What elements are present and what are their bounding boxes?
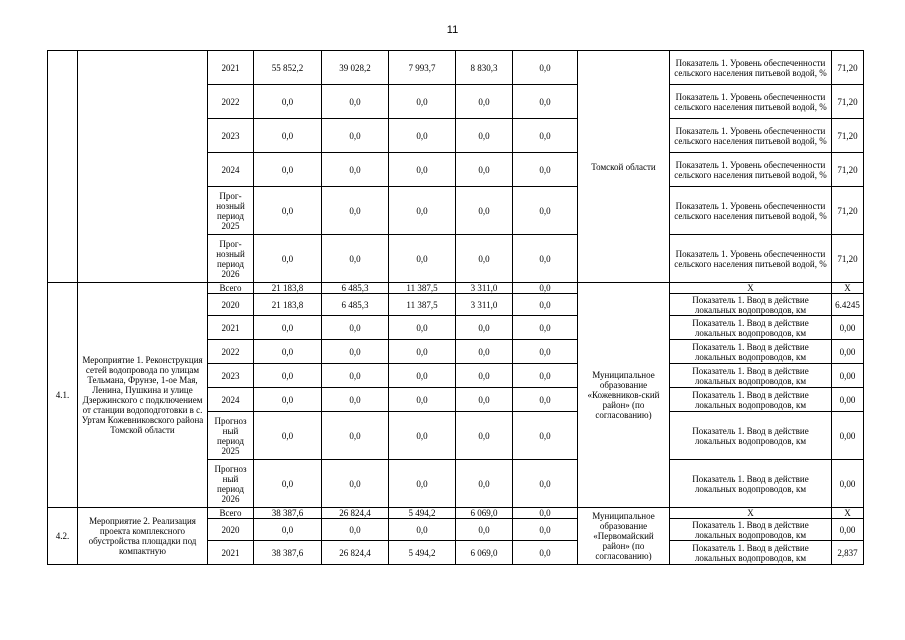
total-cell: 0,0 bbox=[254, 364, 322, 388]
federal-cell: 0,0 bbox=[322, 187, 389, 235]
other-cell: 0,0 bbox=[513, 541, 578, 565]
indicator-value-cell: 0,00 bbox=[832, 460, 864, 508]
federal-cell: 0,0 bbox=[322, 153, 389, 187]
year-cell: 2022 bbox=[208, 85, 254, 119]
federal-cell: 6 485,3 bbox=[322, 283, 389, 294]
indicator-value-cell: 0,00 bbox=[832, 519, 864, 541]
year-cell: 2021 bbox=[208, 541, 254, 565]
total-cell: 0,0 bbox=[254, 412, 322, 460]
year-cell: 2023 bbox=[208, 119, 254, 153]
local-cell: 0,0 bbox=[456, 364, 513, 388]
local-cell: 0,0 bbox=[456, 460, 513, 508]
total-cell: 0,0 bbox=[254, 316, 322, 340]
federal-cell: 0,0 bbox=[322, 85, 389, 119]
item-number: 4.2. bbox=[48, 508, 78, 565]
federal-cell: 0,0 bbox=[322, 364, 389, 388]
indicator-cell: Показатель 1. Ввод в действие локальных водопроводов, км bbox=[670, 412, 832, 460]
other-cell: 0,0 bbox=[513, 364, 578, 388]
regional-cell: 0,0 bbox=[389, 316, 456, 340]
year-cell: Прог-нозный период 2026 bbox=[208, 235, 254, 283]
regional-cell: 0,0 bbox=[389, 85, 456, 119]
other-cell: 0,0 bbox=[513, 187, 578, 235]
total-cell: 38 387,6 bbox=[254, 541, 322, 565]
local-cell: 3 311,0 bbox=[456, 294, 513, 316]
other-cell: 0,0 bbox=[513, 51, 578, 85]
indicator-cell: Показатель 1. Уровень обеспеченности сельского населения питьевой водой, % bbox=[670, 235, 832, 283]
year-cell: Всего bbox=[208, 508, 254, 519]
local-cell: 0,0 bbox=[456, 388, 513, 412]
year-cell: 2024 bbox=[208, 388, 254, 412]
indicator-cell: Показатель 1. Ввод в действие локальных водопроводов, км bbox=[670, 460, 832, 508]
local-cell: 0,0 bbox=[456, 187, 513, 235]
other-cell: 0,0 bbox=[513, 412, 578, 460]
indicator-value-cell: 6.4245 bbox=[832, 294, 864, 316]
indicator-cell: Показатель 1. Ввод в действие локальных водопроводов, км bbox=[670, 388, 832, 412]
other-cell: 0,0 bbox=[513, 508, 578, 519]
local-cell: 6 069,0 bbox=[456, 541, 513, 565]
regional-cell: 11 387,5 bbox=[389, 294, 456, 316]
federal-cell: 26 824,4 bbox=[322, 508, 389, 519]
local-cell: 0,0 bbox=[456, 316, 513, 340]
regional-cell: 7 993,7 bbox=[389, 51, 456, 85]
indicator-cell: X bbox=[670, 508, 832, 519]
block3-row bbox=[48, 508, 864, 519]
program-table bbox=[47, 50, 864, 565]
local-cell: 0,0 bbox=[456, 519, 513, 541]
local-cell: 0,0 bbox=[456, 119, 513, 153]
item-name: Мероприятие 2. Реализация проекта комплексного обустройства площадки под компактную bbox=[78, 508, 208, 565]
indicator-value-cell: 71,20 bbox=[832, 187, 864, 235]
year-cell: 2024 bbox=[208, 153, 254, 187]
federal-cell: 26 824,4 bbox=[322, 541, 389, 565]
regional-cell: 11 387,5 bbox=[389, 283, 456, 294]
item-number-empty bbox=[48, 51, 78, 283]
year-cell: 2020 bbox=[208, 519, 254, 541]
local-cell: 0,0 bbox=[456, 153, 513, 187]
total-cell: 0,0 bbox=[254, 187, 322, 235]
other-cell: 0,0 bbox=[513, 119, 578, 153]
other-cell: 0,0 bbox=[513, 388, 578, 412]
regional-cell: 0,0 bbox=[389, 519, 456, 541]
federal-cell: 6 485,3 bbox=[322, 294, 389, 316]
indicator-cell: Показатель 1. Уровень обеспеченности сельского населения питьевой водой, % bbox=[670, 51, 832, 85]
indicator-cell: Показатель 1. Ввод в действие локальных водопроводов, км bbox=[670, 294, 832, 316]
other-cell: 0,0 bbox=[513, 235, 578, 283]
indicator-cell: Показатель 1. Ввод в действие локальных водопроводов, км bbox=[670, 519, 832, 541]
indicator-cell: Показатель 1. Ввод в действие локальных водопроводов, км bbox=[670, 364, 832, 388]
other-cell: 0,0 bbox=[513, 519, 578, 541]
total-cell: 55 852,2 bbox=[254, 51, 322, 85]
responsible-cell: Томской области bbox=[578, 51, 670, 283]
indicator-value-cell: 71,20 bbox=[832, 235, 864, 283]
indicator-value-cell: 71,20 bbox=[832, 119, 864, 153]
regional-cell: 0,0 bbox=[389, 340, 456, 364]
other-cell: 0,0 bbox=[513, 153, 578, 187]
regional-cell: 0,0 bbox=[389, 412, 456, 460]
federal-cell: 0,0 bbox=[322, 119, 389, 153]
local-cell: 8 830,3 bbox=[456, 51, 513, 85]
federal-cell: 0,0 bbox=[322, 388, 389, 412]
table-body bbox=[48, 51, 864, 565]
total-cell: 0,0 bbox=[254, 388, 322, 412]
indicator-value-cell: 0,00 bbox=[832, 388, 864, 412]
federal-cell: 0,0 bbox=[322, 340, 389, 364]
regional-cell: 5 494,2 bbox=[389, 508, 456, 519]
federal-cell: 0,0 bbox=[322, 412, 389, 460]
indicator-cell: Показатель 1. Ввод в действие локальных водопроводов, км bbox=[670, 541, 832, 565]
block2-row bbox=[48, 283, 864, 294]
year-cell: Всего bbox=[208, 283, 254, 294]
indicator-value-cell: 71,20 bbox=[832, 85, 864, 119]
regional-cell: 0,0 bbox=[389, 235, 456, 283]
indicator-value-cell: 71,20 bbox=[832, 153, 864, 187]
total-cell: 0,0 bbox=[254, 119, 322, 153]
page-number: 11 bbox=[446, 24, 459, 36]
other-cell: 0,0 bbox=[513, 316, 578, 340]
indicator-cell: Показатель 1. Уровень обеспеченности сельского населения питьевой водой, % bbox=[670, 153, 832, 187]
item-name: Мероприятие 1. Реконструкция сетей водопровода по улицам Тельмана, Фрунзе, 1-ое Мая, Ленина, Пушкина и улице Дзержинского с подключением от станции водоподготовки в с. Уртам Кожевниковского района Томской области bbox=[78, 283, 208, 508]
year-cell: Прогноз ный период 2026 bbox=[208, 460, 254, 508]
local-cell: 0,0 bbox=[456, 85, 513, 119]
indicator-value-cell: X bbox=[832, 283, 864, 294]
total-cell: 21 183,8 bbox=[254, 294, 322, 316]
item-number: 4.1. bbox=[48, 283, 78, 508]
year-cell: 2020 bbox=[208, 294, 254, 316]
indicator-cell: X bbox=[670, 283, 832, 294]
federal-cell: 0,0 bbox=[322, 460, 389, 508]
regional-cell: 5 494,2 bbox=[389, 541, 456, 565]
regional-cell: 0,0 bbox=[389, 388, 456, 412]
total-cell: 0,0 bbox=[254, 235, 322, 283]
total-cell: 21 183,8 bbox=[254, 283, 322, 294]
indicator-value-cell: 0,00 bbox=[832, 316, 864, 340]
total-cell: 0,0 bbox=[254, 340, 322, 364]
federal-cell: 39 028,2 bbox=[322, 51, 389, 85]
regional-cell: 0,0 bbox=[389, 460, 456, 508]
block1-row bbox=[48, 51, 864, 85]
responsible-cell: Муниципальное образование «Кожевников-ский район» (по согласованию) bbox=[578, 283, 670, 508]
year-cell: 2022 bbox=[208, 340, 254, 364]
local-cell: 0,0 bbox=[456, 340, 513, 364]
local-cell: 6 069,0 bbox=[456, 508, 513, 519]
regional-cell: 0,0 bbox=[389, 187, 456, 235]
indicator-cell: Показатель 1. Ввод в действие локальных водопроводов, км bbox=[670, 316, 832, 340]
regional-cell: 0,0 bbox=[389, 364, 456, 388]
other-cell: 0,0 bbox=[513, 85, 578, 119]
total-cell: 0,0 bbox=[254, 460, 322, 508]
indicator-cell: Показатель 1. Уровень обеспеченности сельского населения питьевой водой, % bbox=[670, 119, 832, 153]
total-cell: 0,0 bbox=[254, 153, 322, 187]
indicator-cell: Показатель 1. Уровень обеспеченности сельского населения питьевой водой, % bbox=[670, 187, 832, 235]
total-cell: 0,0 bbox=[254, 519, 322, 541]
regional-cell: 0,0 bbox=[389, 153, 456, 187]
regional-cell: 0,0 bbox=[389, 119, 456, 153]
federal-cell: 0,0 bbox=[322, 235, 389, 283]
indicator-cell: Показатель 1. Уровень обеспеченности сельского населения питьевой водой, % bbox=[670, 85, 832, 119]
responsible-cell: Муниципальное образование «Первомайский район» (по согласованию) bbox=[578, 508, 670, 565]
indicator-value-cell: 71,20 bbox=[832, 51, 864, 85]
indicator-value-cell: X bbox=[832, 508, 864, 519]
total-cell: 0,0 bbox=[254, 85, 322, 119]
year-cell: 2021 bbox=[208, 51, 254, 85]
total-cell: 38 387,6 bbox=[254, 508, 322, 519]
other-cell: 0,0 bbox=[513, 283, 578, 294]
other-cell: 0,0 bbox=[513, 294, 578, 316]
local-cell: 0,0 bbox=[456, 412, 513, 460]
local-cell: 0,0 bbox=[456, 235, 513, 283]
indicator-value-cell: 0,00 bbox=[832, 340, 864, 364]
federal-cell: 0,0 bbox=[322, 316, 389, 340]
indicator-value-cell: 0,00 bbox=[832, 412, 864, 460]
year-cell: 2023 bbox=[208, 364, 254, 388]
item-name-empty bbox=[78, 51, 208, 283]
year-cell: Прог-нозный период 2025 bbox=[208, 187, 254, 235]
other-cell: 0,0 bbox=[513, 460, 578, 508]
indicator-value-cell: 2,837 bbox=[832, 541, 864, 565]
indicator-value-cell: 0,00 bbox=[832, 364, 864, 388]
local-cell: 3 311,0 bbox=[456, 283, 513, 294]
other-cell: 0,0 bbox=[513, 340, 578, 364]
year-cell: 2021 bbox=[208, 316, 254, 340]
indicator-cell: Показатель 1. Ввод в действие локальных водопроводов, км bbox=[670, 340, 832, 364]
federal-cell: 0,0 bbox=[322, 519, 389, 541]
year-cell: Прогноз ный период 2025 bbox=[208, 412, 254, 460]
